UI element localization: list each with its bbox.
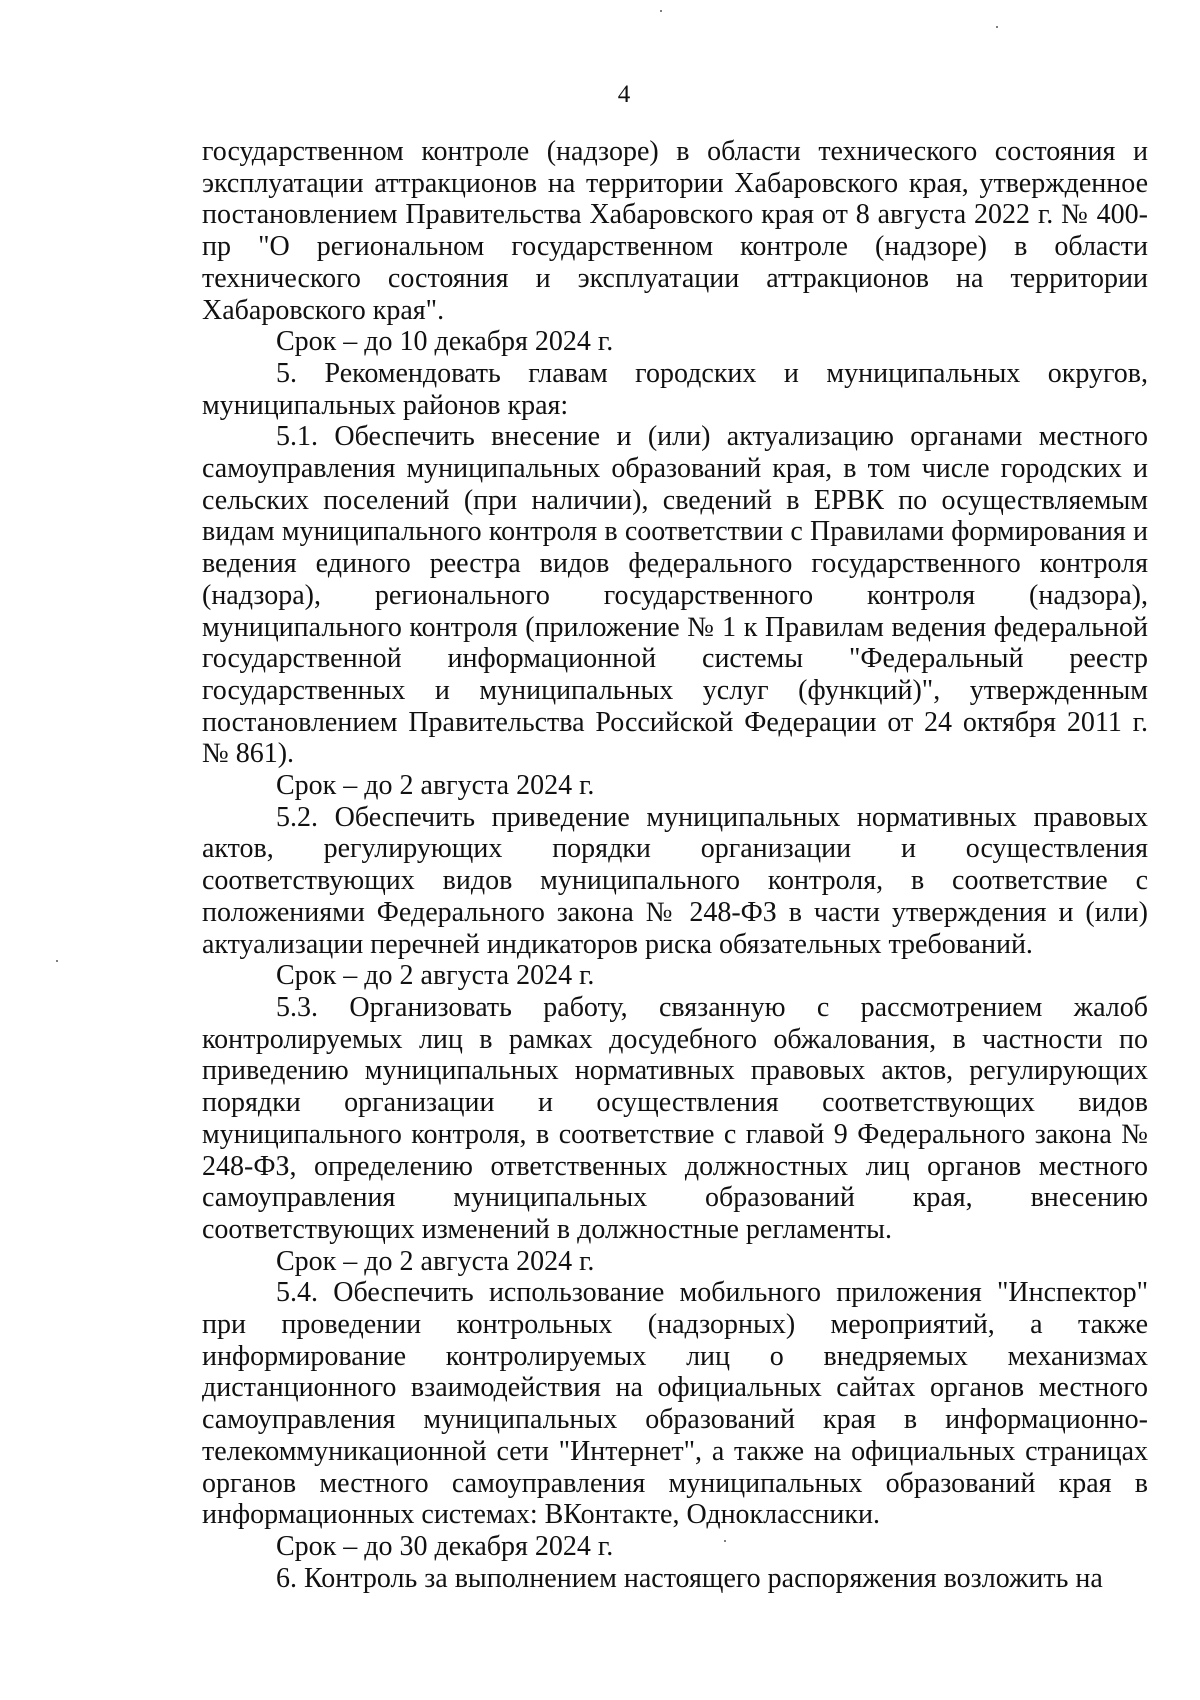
scan-speck — [724, 1540, 726, 1542]
item-5-4: 5.4. Обеспечить использование мобильного приложения "Инспектор" при проведении контрольных (надзорных) мероприятий, а также информирование контролируемых лиц о внедряемых механизмах дистанционного взаимодействия на официальных сайтах органов местного самоуправления муниципальных образований края в информационно-телекоммуникационной сети "Интернет", а также на официальных страницах органов местного самоуправления муниципальных образований края в информационных системах: ВКонтакте, Одноклассники. — [202, 1277, 1148, 1531]
item-6: 6. Контроль за выполнением настоящего распоряжения возложить на — [276, 1562, 1103, 1594]
deadline-item-5-4: Срок – до 30 декабря 2024 г. — [276, 1530, 614, 1562]
item-5-3: 5.3. Организовать работу, связанную с рассмотрением жалоб контролируемых лиц в рамках досудебного обжалования, в частности по приведению муниципальных нормативных правовых актов, регулирующих порядки организации и осуществления соответствующих видов муниципального контроля, в соответствие с главой 9 Федерального закона № 248-ФЗ, определению ответственных должностных лиц органов местного самоуправления муниципальных образований края, внесению соответствующих изменений в должностные регламенты. — [202, 991, 1148, 1245]
item-5-2: 5.2. Обеспечить приведение муниципальных нормативных правовых актов, регулирующих порядки организации и осуществления соответствующих видов муниципального контроля, в соответствие с положениями Федерального закона № 248-ФЗ в части утверждения и (или) актуализации перечней индикаторов риска обязательных требований. — [202, 801, 1148, 960]
scan-speck — [660, 10, 662, 12]
deadline-item-5-1: Срок – до 2 августа 2024 г. — [276, 770, 595, 802]
scan-speck — [56, 960, 58, 962]
item-5-1: 5.1. Обеспечить внесение и (или) актуализацию органами местного самоуправления муниципальных образований края, в том числе городских и сельских поселений (при наличии), сведений в ЕРВК по осуществляемым видам муниципального контроля в соответствии с Правилами формирования и ведения единого реестра видов федерального государственного контроля (надзора), регионального государственного контроля (надзора), муниципального контроля (приложение № 1 к Правилам ведения федеральной государственной информационной системы "Федеральный реестр государственных и муниципальных услуг (функций)", утвержденным постановлением Правительства Российской Федерации от 24 октября 2011 г. № 861). — [202, 421, 1148, 770]
deadline-item-5-2: Срок – до 2 августа 2024 г. — [276, 960, 595, 992]
deadline-10-december: Срок – до 10 декабря 2024 г. — [276, 326, 614, 358]
deadline-item-5-3: Срок – до 2 августа 2024 г. — [276, 1245, 595, 1277]
paragraph-continuation: государственном контроле (надзоре) в области технического состояния и эксплуатации аттракционов на территории Хабаровского края, утвержденное постановлением Правительства Хабаровского края от 8 августа 2022 г. № 400-пр "О региональном государственном контроле (надзоре) в области технического состояния и эксплуатации аттракционов на территории Хабаровского края". — [202, 136, 1148, 326]
document-body — [202, 136, 1148, 1594]
page-number: 4 — [617, 81, 631, 108]
scan-speck — [996, 26, 998, 28]
item-5-recommend: 5. Рекомендовать главам городских и муниципальных округов, муниципальных районов края: — [202, 357, 1148, 421]
